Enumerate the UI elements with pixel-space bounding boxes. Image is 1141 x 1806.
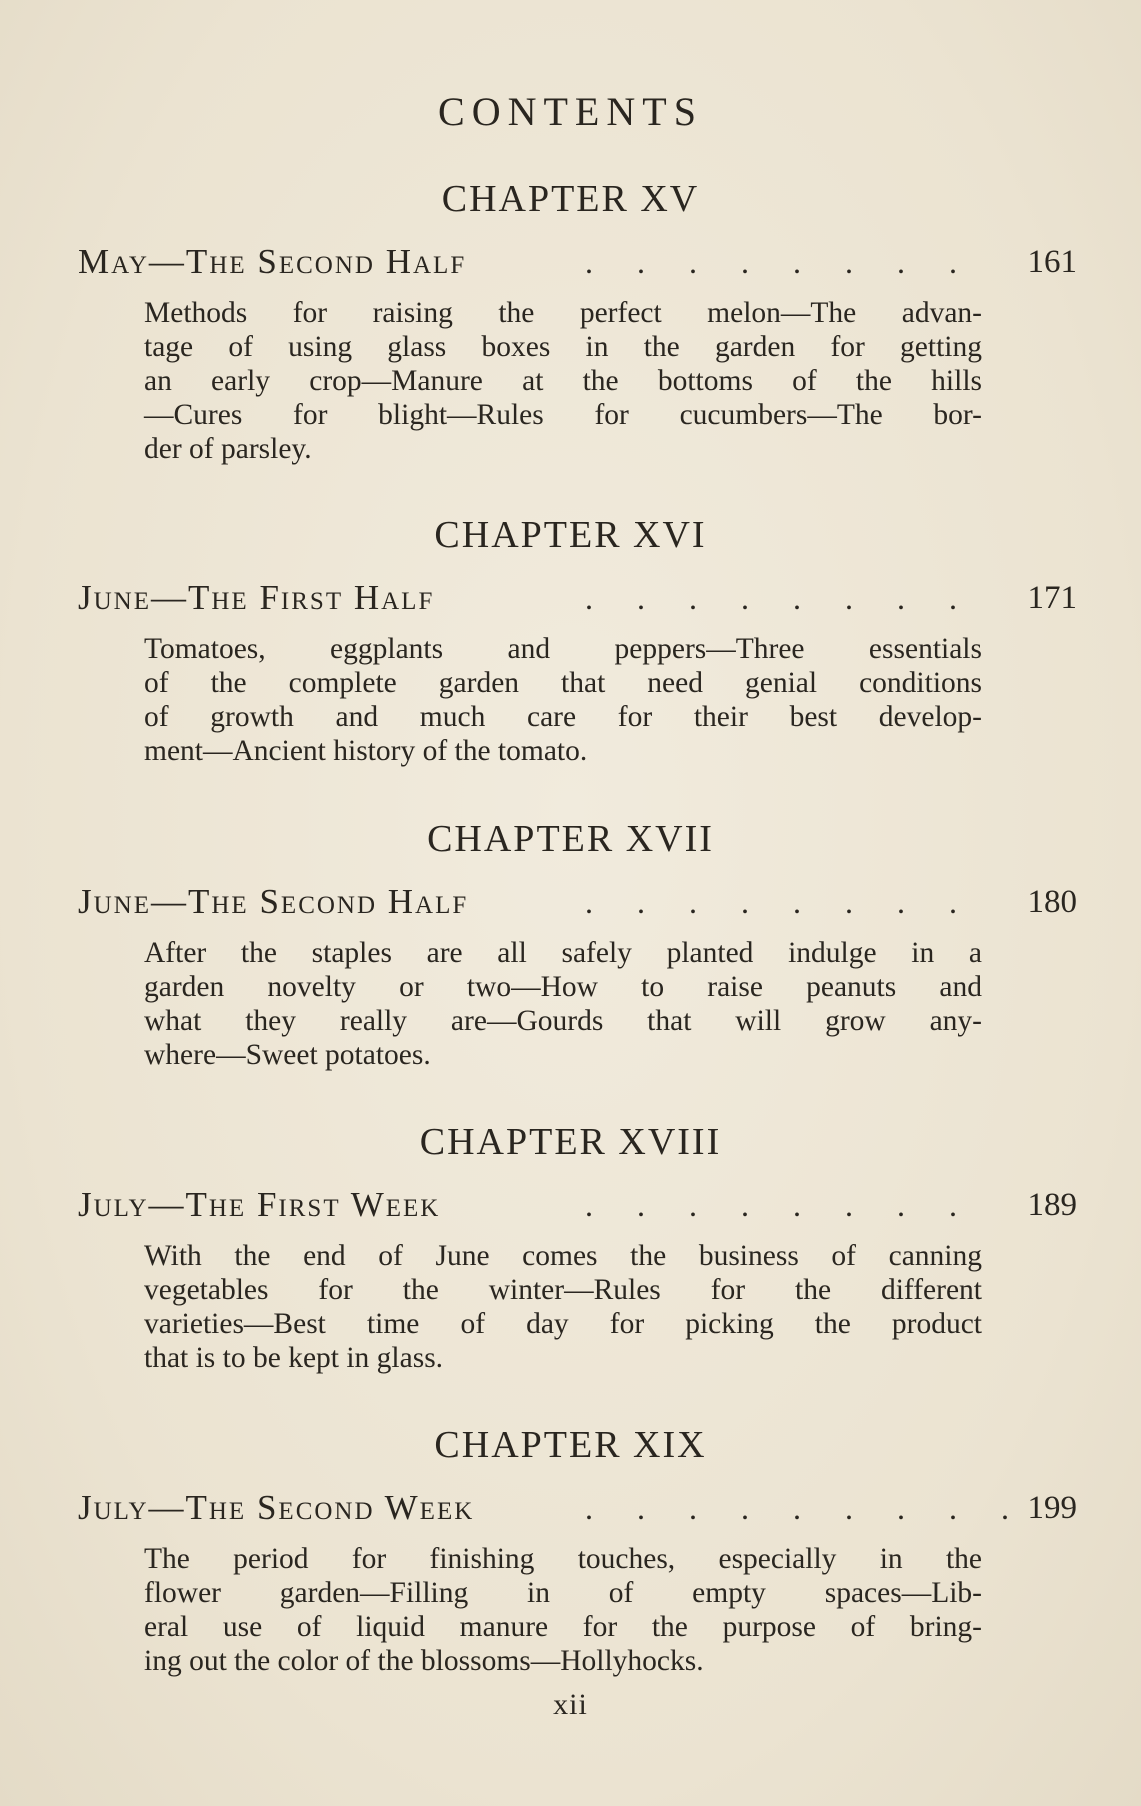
- page-number: 161: [1027, 244, 1077, 280]
- chapter-label: CHAPTER XVII: [427, 818, 714, 860]
- chapter-entry: [0, 175, 1141, 466]
- summary-line: an early crop—Manure at the bottoms of the hills: [144, 365, 982, 397]
- summary-line: After the staples are all safely planted indulge in a: [144, 937, 982, 969]
- summary-line: what they really are—Gourds that will grow any-: [144, 1005, 982, 1037]
- chapter-entry: [0, 1421, 1141, 1678]
- summary-line: vegetables for the winter—Rules for the different: [144, 1274, 982, 1306]
- page-number: 199: [1027, 1490, 1077, 1526]
- leader-dots: . . . . . . . .: [585, 884, 975, 920]
- chapter-summary: [0, 296, 982, 466]
- summary-line: Tomatoes, eggplants and peppers—Three essentials: [144, 633, 982, 665]
- summary-line: that is to be kept in glass.: [144, 1342, 444, 1374]
- entry-title: May—The Second Half: [78, 242, 467, 281]
- summary-line: tage of using glass boxes in the garden for getting: [144, 331, 982, 363]
- leader-dots: . . . . . . . . .: [585, 1490, 1027, 1526]
- leader-dots: . . . . . . . .: [585, 244, 975, 280]
- summary-line: —Cures for blight—Rules for cucumbers—The bor-: [144, 399, 982, 431]
- toc-entry: [0, 880, 1141, 924]
- toc-entry: [0, 576, 1141, 620]
- summary-line: of the complete garden that need genial conditions: [144, 667, 982, 699]
- leader-dots: . . . . . . . .: [585, 580, 975, 616]
- toc-entry: [0, 1486, 1141, 1530]
- page-folio: xii: [553, 1688, 588, 1721]
- chapter-summary: [0, 632, 982, 768]
- entry-title: July—The First Week: [78, 1185, 441, 1224]
- page-number: 189: [1027, 1187, 1077, 1223]
- chapter-summary: [0, 936, 982, 1072]
- toc-entry: [0, 1183, 1141, 1227]
- chapter-entry: [0, 1118, 1141, 1375]
- summary-line: The period for finishing touches, especially in the: [144, 1543, 982, 1575]
- summary-line: Methods for raising the perfect melon—The advan-: [144, 297, 982, 329]
- chapter-label: CHAPTER XV: [441, 178, 700, 220]
- summary-line: ment—Ancient history of the tomato.: [144, 735, 588, 767]
- summary-line: ing out the color of the blossoms—Hollyhocks.: [144, 1645, 704, 1677]
- summary-line: der of parsley.: [144, 433, 312, 465]
- chapter-summary: [0, 1239, 982, 1375]
- summary-line: With the end of June comes the business of canning: [144, 1240, 982, 1272]
- page-number: 171: [1027, 580, 1077, 616]
- entry-title: June—The Second Half: [78, 882, 469, 921]
- summary-line: where—Sweet potatoes.: [144, 1039, 431, 1071]
- leader-dots: . . . . . . . .: [585, 1187, 975, 1223]
- page-number: 180: [1027, 884, 1077, 920]
- chapter-label: CHAPTER XIX: [434, 1424, 707, 1466]
- entry-title: July—The Second Week: [78, 1488, 475, 1527]
- chapter-label: CHAPTER XVIII: [419, 1121, 722, 1163]
- chapter-summary: [0, 1542, 982, 1678]
- summary-line: flower garden—Filling in of empty spaces—Lib-: [144, 1577, 982, 1609]
- chapter-entry: [0, 511, 1141, 768]
- contents-heading: CONTENTS: [438, 89, 703, 134]
- entry-title: June—The First Half: [78, 578, 435, 617]
- summary-line: of growth and much care for their best develop-: [144, 701, 982, 733]
- chapter-label: CHAPTER XVI: [434, 514, 707, 556]
- toc-entry: [0, 240, 1141, 284]
- summary-line: eral use of liquid manure for the purpose of bring-: [144, 1611, 982, 1643]
- chapter-entry: [0, 815, 1141, 1072]
- summary-line: garden novelty or two—How to raise peanuts and: [144, 971, 982, 1003]
- summary-line: varieties—Best time of day for picking the product: [144, 1308, 982, 1340]
